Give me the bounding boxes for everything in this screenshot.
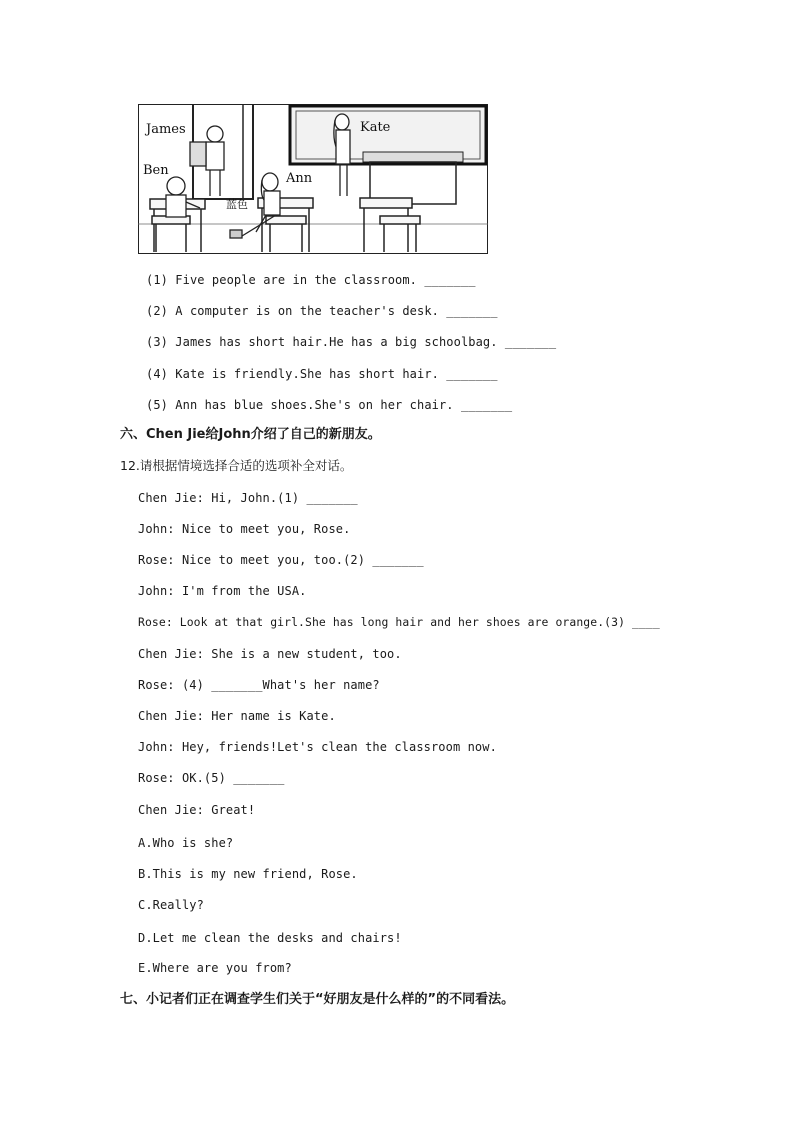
classroom-illustration — [138, 104, 488, 254]
section-7-heading: 七、小记者们正在调查学生们关于“好朋友是什么样的”的不同看法。 — [120, 992, 515, 1007]
option-b: B.This is my new friend, Rose. — [138, 867, 358, 881]
label-blue-tag: 蓝色 — [226, 198, 248, 211]
question-12: 12.请根据情境选择合适的选项补全对话。 — [120, 458, 353, 473]
dialogue-line: Rose: (4) _______What's her name? — [138, 678, 380, 692]
dialogue-line: John: Hey, friends!Let's clean the classroom now. — [138, 740, 497, 754]
dialogue-line: John: Nice to meet you, Rose. — [138, 522, 351, 536]
dialogue-line: Chen Jie: Great! — [138, 803, 256, 817]
label-james: James — [146, 122, 186, 137]
label-ann: Ann — [286, 171, 313, 186]
dialogue-line: Chen Jie: Hi, John.(1) _______ — [138, 491, 358, 505]
option-e: E.Where are you from? — [138, 961, 292, 975]
dialogue-line: Chen Jie: She is a new student, too. — [138, 647, 402, 661]
dialogue-line: John: I'm from the USA. — [138, 584, 307, 598]
section-6-heading: 六、Chen Jie给John介绍了自己的新朋友。 — [120, 427, 381, 442]
statement-3: (3) James has short hair.He has a big schoolbag. _______ — [146, 335, 557, 349]
label-kate: Kate — [360, 120, 391, 135]
statement-5: (5) Ann has blue shoes.She's on her chair. _______ — [146, 398, 513, 412]
dialogue-line: Chen Jie: Her name is Kate. — [138, 709, 336, 723]
dialogue-line: Rose: Look at that girl.She has long hair and her shoes are orange.(3) ____ — [138, 615, 660, 629]
option-c: C.Really? — [138, 898, 204, 912]
statement-1: (1) Five people are in the classroom. _______ — [146, 273, 476, 287]
option-d: D.Let me clean the desks and chairs! — [138, 931, 402, 945]
option-a: A.Who is she? — [138, 836, 234, 850]
statement-2: (2) A computer is on the teacher's desk. _______ — [146, 304, 498, 318]
dialogue-line: Rose: Nice to meet you, too.(2) _______ — [138, 553, 424, 567]
dialogue-line: Rose: OK.(5) _______ — [138, 771, 285, 785]
label-ben: Ben — [143, 163, 169, 178]
statement-4: (4) Kate is friendly.She has short hair. _______ — [146, 367, 498, 381]
